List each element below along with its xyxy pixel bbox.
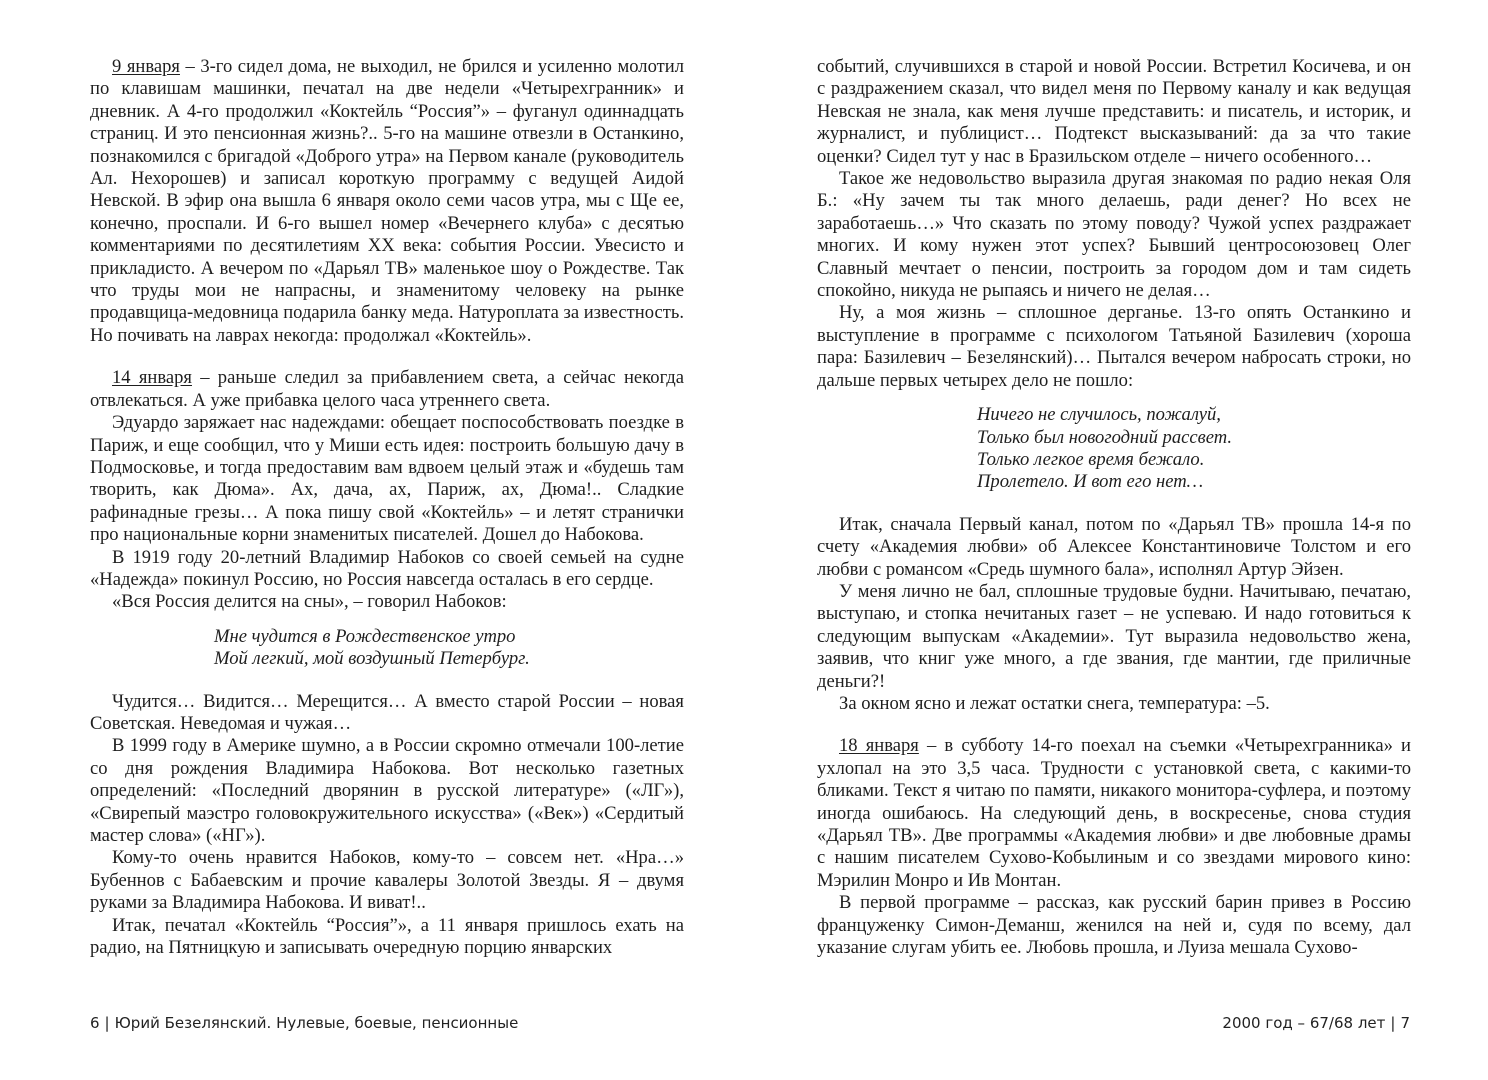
poem-quote [90,626,684,671]
poem-line: Мой легкий, мой воздушный Петербург. [214,648,530,670]
entry-text: – раньше следил за прибавлением света, а сейчас некогда отвлекаться. А уже прибавка целого часа утреннего света. [90,367,684,411]
entry-date: 9 января [112,56,180,77]
paragraph: В 1919 году 20-летний Владимир Набоков со своей семьей на судне «Надежда» покинул Россию, но Россия навсегда осталась в его сердце. [90,546,684,590]
entry-date: 18 января [839,735,919,757]
poem-line: Мне чудится в Рождественское утро [214,625,516,647]
entry-jan-18 [817,735,1411,892]
paragraph: Эдуардо заряжает нас надеждами: обещает поспособствовать поездке в Париж, и еще сообщил, что у Миши есть идея: построить большую дачу в Подмосковье, и тогда предоставим вам вдвоем целый этаж и «будешь там творить, как Дюма». Ах, дача, ах, Париж, ах, Дюма!.. Сладкие рафинадные грезы… А пока пишу свой «Коктейль» – и летят странички про национальные корни знаменитых писателей. Дошел до Набокова. [90,412,684,546]
left-page-text [90,56,684,959]
paragraph: Кому-то очень нравится Набоков, кому-то – совсем нет. «Нра…» Бубеннов с Бабаевским и прочие кавалеры Золотой Звезды. Я – двумя руками за Владимира Набокова. И виват!.. [90,847,684,914]
footer-separator: | [104,1014,110,1032]
poem-verse [817,404,1411,494]
paragraph: Итак, сначала Первый канал, потом по «Дарьял ТВ» прошла 14-я по счету «Академия любви» об Алексее Константиновиче Толстом и его любви с романсом «Средь шумного бала», исполнял Артур Эйзен. [817,513,1411,580]
paragraph-continued: событий, случившихся в старой и новой России. Встретил Косичева, и он с раздражением сказал, что видел меня по Первому каналу и как ведущая Невская не знала, как меня лучше представить: и писатель, и историк, и журналист, и публицист… Подтекст высказываний: да за что такие оценки? Сидел тут у нас в Бразильском отделе – ничего особенного… [817,56,1411,167]
right-page-footer [1222,1014,1410,1032]
paragraph: В первой программе – рассказ, как русский барин привез в Россию француженку Симон-Деманш, женился на ней и, судя по всему, дал указание слугам убить ее. Любовь прошла, и Луиза мешала Сухово- [817,892,1411,959]
paragraph: В 1999 году в Америке шумно, а в России скромно отмечали 100-летие со дня рождения Владимира Набокова. Вот несколько газетных определений: «Последний дворянин в русской литературе» («ЛГ»), «Свирепый маэстро головокружительного искусства» («Век») «Сердитый мастер слова» («НГ»). [90,735,684,846]
entry-text: – 3-го сидел дома, не выходил, не брился и усиленно молотил по клавишам машинки, печатал на две недели «Четырехгранник» и дневник. А 4-го продолжил «Коктейль “Россия”» – фуганул одиннадцать страниц. И это пенсионная жизнь?.. 5-го на машине отвезли в Останкино, познакомился с бригадой «Доброго утра» на Первом канале (руководитель Ал. Нехорошев) и записал короткую программу с ведущей Аидой Невской. В эфир она вышла 6 января около семи часов утра, мы с Ще ее, конечно, проспали. И 6-го вышел номер «Вечернего клуба» с десятью комментариями по десятилетиям XX века: события России. Увесисто и прикладисто. А вечером по «Дарьял ТВ» маленькое шоу о Рождестве. Так что труды мои не напрасны, и знаменитому человеку на рынке продавщица-медовница подарила банку меда. Натуроплата за известность. Но почивать на лаврах некогда: продолжал «Коктейль». [90,56,684,346]
right-page-text [817,56,1411,959]
entry-date: 14 января [112,367,192,389]
poem-line: Только легкое время бежало. [977,448,1205,470]
paragraph: У меня лично не бал, сплошные трудовые будни. Начитываю, печатаю, выступаю, и стопка нечитаных газет – не успеваю. И надо готовиться к следующим выпускам «Академии». Тут выразила недовольство жена, заявив, что книг уже много, а где звания, где мантии, где приличные деньги?! [817,580,1411,692]
paragraph: За окном ясно и лежат остатки снега, температура: –5. [839,692,1270,714]
left-page-footer [90,1014,518,1032]
running-title: Юрий Безелянский. Нулевые, боевые, пенсионные [114,1014,519,1032]
poem-line: Только был новогодний рассвет. [977,426,1233,448]
paragraph: Чудится… Видится… Мерещится… А вместо старой России – новая Советская. Неведомая и чужая… [90,690,684,734]
page-number: 7 [1400,1014,1410,1032]
entry-jan-9 [90,56,684,347]
paragraph: Ну, а моя жизнь – сплошное дерганье. 13-го опять Останкино и выступление в программе с психологом Татьяной Базилевич (хороша пара: Базилевич – Безелянский)… Пытался вечером набросать строки, но дальше первых четырех дело не пошло: [817,302,1411,391]
paragraph: Итак, печатал «Коктейль “Россия”», а 11 января пришлось ехать на радио, на Пятницкую и записывать очередную порцию январских [90,914,684,959]
footer-separator: | [1390,1014,1396,1032]
page-number: 6 [90,1014,100,1032]
poem-line: Ничего не случилось, пожалуй, [977,404,1221,426]
entry-jan-14 [90,367,684,412]
poem-line: Пролетело. И вот его нет… [977,471,1204,493]
entry-text: – в субботу 14-го поехал на съемки «Четырехгранника» и ухлопал на это 3,5 часа. Трудности с установкой света, с какими-то бликами. Текст я читаю по памяти, никакого монитора-суфлера, и поэтому иногда ошибаюсь. На следующий день, в воскресенье, снова студия «Дарьял ТВ». Две программы «Академия любви» и две любовные драмы с нашим писателем Сухово-Кобылиным и со звездами мирового кино: Мэрилин Монро и Ив Монтан. [817,735,1411,891]
running-title: 2000 год – 67/68 лет [1222,1014,1386,1032]
paragraph: «Вся Россия делится на сны», – говорил Набоков: [112,591,507,613]
paragraph: Такое же недовольство выразила другая знакомая по радио некая Оля Б.: «Ну зачем ты так много делаешь, ради денег? Но всех не заработаешь…» Что сказать по этому поводу? Чужой успех раздражает многих. И кому нужен этот успех? Бывший центросоюзовец Олег Славный мечтает о пенсии, построить за городом дом и там сидеть спокойно, никуда не рыпаясь и ничего не делая… [817,168,1411,302]
